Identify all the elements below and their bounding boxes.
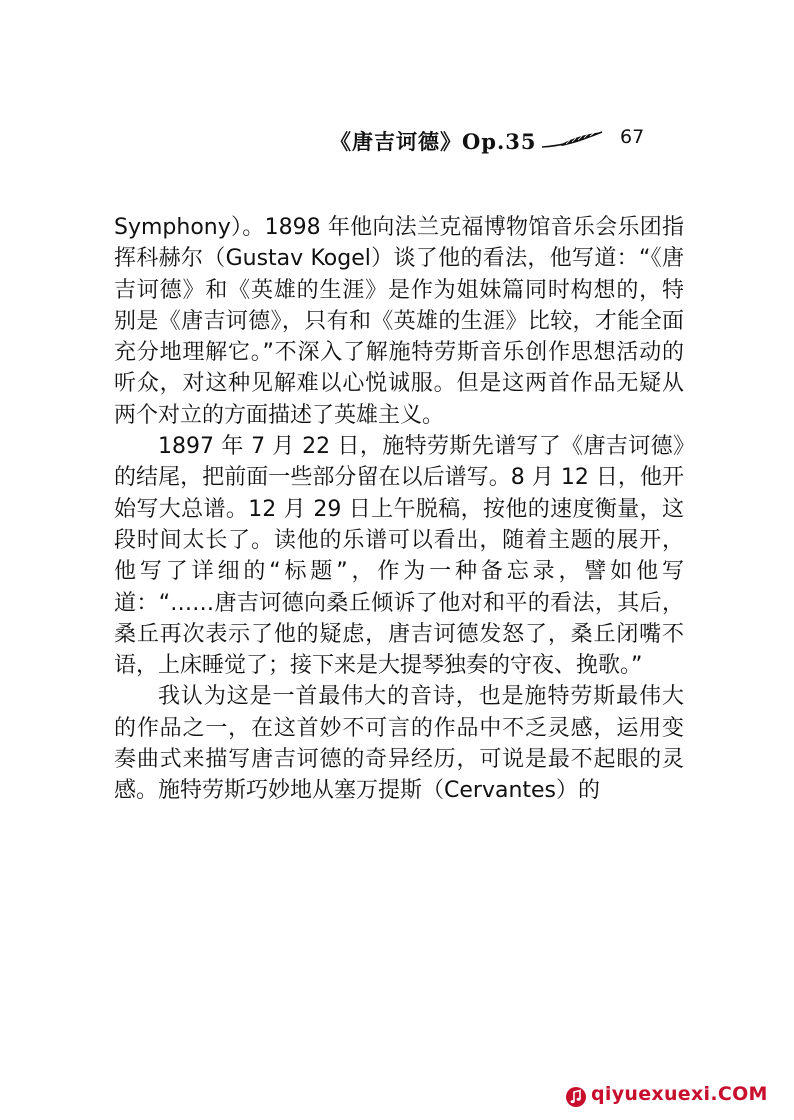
paragraph-2: 1897 年 7 月 22 日，施特劳斯先谱写了《唐吉诃德》的结尾，把前面一些部分留在以后谱写。8 月 12 日，他开始写大总谱。12 月 29 日上午脱稿，按他的速度衡量，这段时间太长了。读他的乐谱可以看出，随着主题的展开，他写了详细的“标题”，作为一种备忘录，譬如他写道：“……唐吉诃德向桑丘倾诉了他对和平的看法，其后，桑丘再次表示了他的疑虑，唐吉诃德发怒了，桑丘闭嘴不语，上床睡觉了；接下来是大提琴独奏的守夜、挽歌。” — [114, 434, 684, 679]
paragraph-3: 我认为这是一首最伟大的音诗，也是施特劳斯最伟大的作品之一，在这首妙不可言的作品中不乏灵感，运用变奏曲式来描写唐吉诃德的奇异经历，可说是最不起眼的灵感。施特劳斯巧妙地从塞万提斯（Cervantes）的 — [114, 684, 684, 804]
page-number: 67 — [620, 126, 645, 148]
music-note-icon — [565, 1086, 587, 1108]
watermark-text: qiyuexuexi.COM — [591, 1083, 768, 1105]
running-title: 《唐吉诃德》Op.35 — [330, 129, 537, 154]
paragraph-1: Symphony）。1898 年他向法兰克福博物馆音乐会乐团指挥科赫尔（Gustav Kogel）谈了他的看法，他写道：“《唐吉诃德》和《英雄的生涯》是作为姐妹篇同时构想的，特别是《唐吉诃德》，只有和《英雄的生涯》比较，才能全面充分地理解它。”不深入了解施特劳斯音乐创作思想活动的听众，对这种见解难以心悦诚服。但是这两首作品无疑从两个对立的方面描述了英雄主义。 — [114, 215, 684, 428]
body-text — [114, 212, 684, 807]
site-watermark — [565, 1082, 770, 1112]
quill-pen-ornament-icon — [540, 130, 606, 152]
